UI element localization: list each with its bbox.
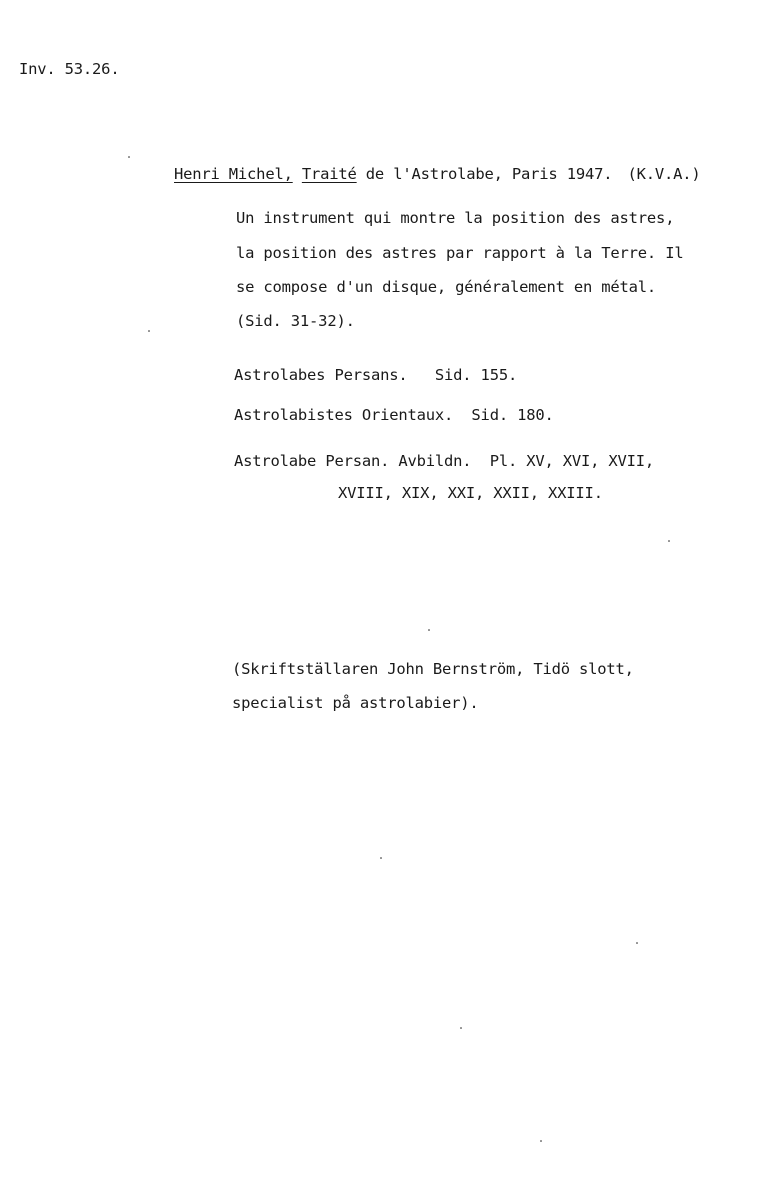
citation-author: Henri Michel, [174,165,293,183]
scan-speck [636,942,638,944]
scan-speck [540,1140,542,1142]
description-line: la position des astres par rapport à la Terre. Il [236,244,684,262]
citation-rest: de l'Astrolabe, Paris 1947. [365,165,613,183]
note-line: (Skriftställaren John Bernström, Tidö slott, [232,660,634,678]
scan-speck [148,330,150,332]
inventory-number: Inv. 53.26. [19,60,120,78]
scan-speck [460,1027,462,1029]
scan-speck [128,156,130,158]
scan-speck [428,629,430,631]
reference-line: Astrolabistes Orientaux. Sid. 180. [234,406,554,424]
citation-source: (K.V.A.) [627,165,701,183]
citation-line [174,167,701,183]
scan-speck [668,540,670,542]
scan-speck [380,857,382,859]
reference-line: Astrolabes Persans. Sid. 155. [234,366,518,384]
reference-line: Astrolabe Persan. Avbildn. Pl. XV, XVI, XVII, [234,452,655,470]
description-line: Un instrument qui montre la position des astres, [236,209,675,227]
note-line: specialist på astrolabier). [232,694,479,712]
description-line: se compose d'un disque, généralement en métal. [236,278,657,296]
plates-continued: XVIII, XIX, XXI, XXII, XXIII. [338,484,603,502]
citation-title: Traité [301,165,357,183]
description-line: (Sid. 31-32). [236,312,355,330]
